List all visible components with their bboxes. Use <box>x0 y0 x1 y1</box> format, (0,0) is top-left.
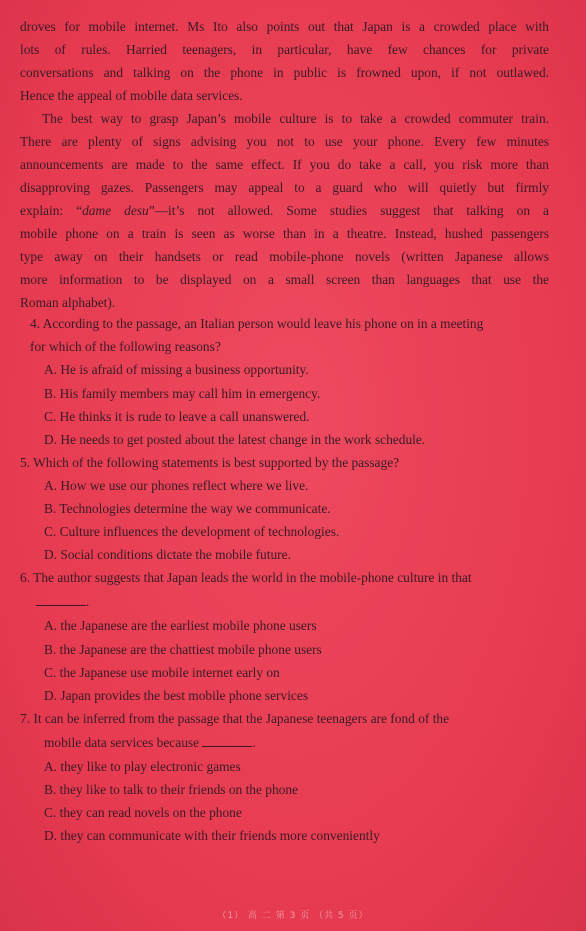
question-4-option-a[interactable]: A. He is afraid of missing a business opportunity. <box>44 362 309 377</box>
passage-line: Roman alphabet). <box>20 295 116 310</box>
question-4-option-b[interactable]: B. His family members may call him in emergency. <box>44 386 321 401</box>
quote-prefix: explain: “ <box>20 203 83 218</box>
question-5-option-d[interactable]: D. Social conditions dictate the mobile future. <box>44 547 291 562</box>
stem-period: . <box>86 594 90 609</box>
passage-paragraph-2 <box>20 107 549 314</box>
stem-text: mobile data services because <box>44 735 200 750</box>
question-7-stem-cont <box>44 731 256 754</box>
passage-line: The best way to grasp Japan’s mobile culture is to take a crowded commuter train. <box>42 111 549 126</box>
quoted-japanese-phrase: dame desu <box>82 203 149 218</box>
question-5-option-a[interactable]: A. How we use our phones reflect where we live. <box>44 478 309 493</box>
question-5-stem: 5. Which of the following statements is best supported by the passage? <box>20 455 400 470</box>
question-6-blank-line <box>36 590 89 613</box>
question-6-option-c[interactable]: C. the Japanese use mobile internet early on <box>44 665 280 680</box>
passage-line-with-quote <box>20 199 549 222</box>
question-4-option-c[interactable]: C. He thinks it is rude to leave a call unanswered. <box>44 409 310 424</box>
question-6-option-d[interactable]: D. Japan provides the best mobile phone services <box>44 688 309 703</box>
passage-line: conversations and talking on the phone in public is frowned upon, if not outlawed. <box>20 65 549 80</box>
question-4-stem-cont: for which of the following reasons? <box>30 339 221 354</box>
question-6-option-b[interactable]: B. the Japanese are the chattiest mobile phone users <box>44 642 322 657</box>
answer-blank[interactable] <box>36 591 86 606</box>
passage-line: announcements are made to the same effect. If you do take a call, you risk more than <box>20 157 549 172</box>
answer-blank[interactable] <box>202 732 252 747</box>
question-7-stem: 7. It can be inferred from the passage that the Japanese teenagers are fond of the <box>20 711 450 726</box>
passage-line: mobile phone on a train is seen as worse than in a theatre. Instead, hushed passengers <box>20 226 549 241</box>
question-7-option-d[interactable]: D. they can communicate with their friends more conveniently <box>44 828 380 843</box>
passage-line: more information to be displayed on a small screen than languages that use the <box>20 272 549 287</box>
question-6-stem: 6. The author suggests that Japan leads the world in the mobile-phone culture in that <box>20 570 472 585</box>
passage-line: Hence the appeal of mobile data services. <box>20 88 243 103</box>
question-5-option-b[interactable]: B. Technologies determine the way we communicate. <box>44 501 331 516</box>
question-6-option-a[interactable]: A. the Japanese are the earliest mobile phone users <box>44 618 317 633</box>
passage-line: lots of rules. Harried teenagers, in particular, have few chances for private <box>20 42 549 57</box>
passage-line: There are plenty of signs advising you not to use your phone. Every few minutes <box>20 134 549 149</box>
question-7-option-c[interactable]: C. they can read novels on the phone <box>44 805 242 820</box>
stem-period: . <box>252 735 256 750</box>
question-5-option-c[interactable]: C. Culture influences the development of technologies. <box>44 524 340 539</box>
question-7-option-b[interactable]: B. they like to talk to their friends on the phone <box>44 782 298 797</box>
question-4-option-d[interactable]: D. He needs to get posted about the latest change in the work schedule. <box>44 432 426 447</box>
passage-paragraph-1 <box>20 15 549 107</box>
quote-suffix: ”—it’s not allowed. Some studies suggest that talking on a <box>148 203 549 218</box>
question-7-option-a[interactable]: A. they like to play electronic games <box>44 759 241 774</box>
passage-line: disapproving gazes. Passengers may appeal to a guard who will quietly but firmly <box>20 180 549 195</box>
passage-line: droves for mobile internet. Ms Ito also points out that Japan is a crowded place with <box>20 19 549 34</box>
question-4-stem: 4. According to the passage, an Italian person would leave his phone on in a meeting <box>30 316 484 331</box>
page-footer: （1） 高 二 第 3 页 （共 5 页） <box>217 911 369 921</box>
passage-line: type away on their handsets or read mobile-phone novels (written Japanese allows <box>20 249 549 264</box>
